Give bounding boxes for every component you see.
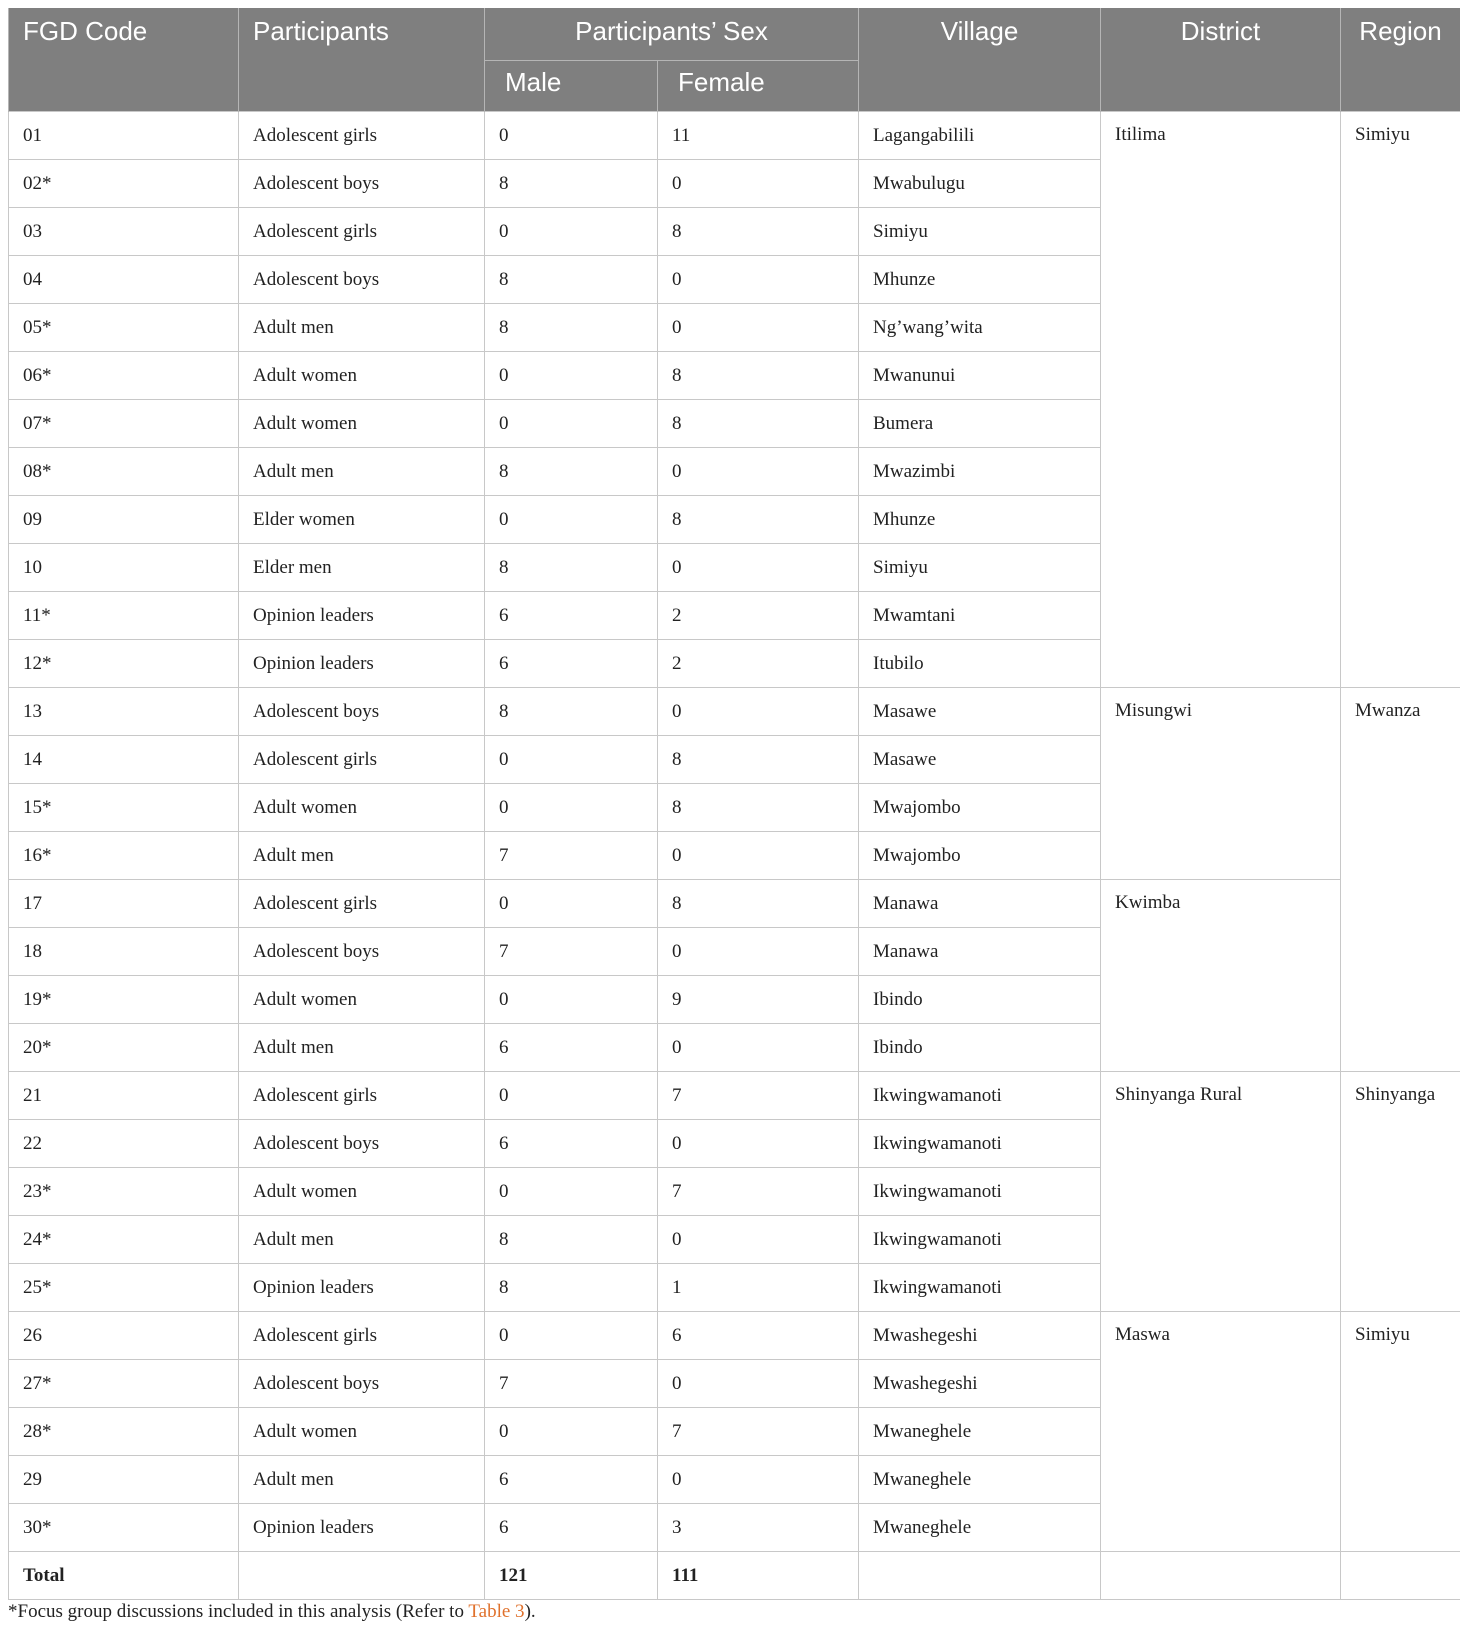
cell-village: Ibindo bbox=[859, 976, 1101, 1024]
header-participants-sex: Participants’ Sex bbox=[485, 8, 859, 61]
cell-male: 6 bbox=[485, 1120, 658, 1168]
cell-fgd-code: 29 bbox=[9, 1456, 239, 1504]
cell-male: 6 bbox=[485, 640, 658, 688]
table-row bbox=[9, 1312, 1460, 1360]
cell-village: Masawe bbox=[859, 688, 1101, 736]
total-region-empty bbox=[1341, 1552, 1460, 1600]
table-row bbox=[9, 112, 1460, 160]
cell-village: Masawe bbox=[859, 736, 1101, 784]
cell-fgd-code: 07* bbox=[9, 400, 239, 448]
header-district: District bbox=[1101, 8, 1341, 112]
cell-participants: Elder men bbox=[239, 544, 485, 592]
cell-female: 0 bbox=[658, 688, 859, 736]
cell-female: 0 bbox=[658, 544, 859, 592]
cell-participants: Opinion leaders bbox=[239, 1504, 485, 1552]
cell-female: 7 bbox=[658, 1072, 859, 1120]
cell-region: Mwanza bbox=[1341, 688, 1460, 1072]
cell-female: 7 bbox=[658, 1408, 859, 1456]
cell-fgd-code: 16* bbox=[9, 832, 239, 880]
cell-fgd-code: 06* bbox=[9, 352, 239, 400]
header-participants: Participants bbox=[239, 8, 485, 112]
cell-male: 0 bbox=[485, 880, 658, 928]
cell-district: Shinyanga Rural bbox=[1101, 1072, 1341, 1312]
cell-village: Simiyu bbox=[859, 208, 1101, 256]
cell-male: 0 bbox=[485, 1072, 658, 1120]
cell-male: 0 bbox=[485, 400, 658, 448]
cell-region: Simiyu bbox=[1341, 112, 1460, 688]
cell-female: 6 bbox=[658, 1312, 859, 1360]
cell-participants: Adolescent girls bbox=[239, 880, 485, 928]
header-fgd-code: FGD Code bbox=[9, 8, 239, 112]
cell-participants: Adolescent girls bbox=[239, 1312, 485, 1360]
cell-fgd-code: 28* bbox=[9, 1408, 239, 1456]
cell-female: 0 bbox=[658, 304, 859, 352]
cell-fgd-code: 11* bbox=[9, 592, 239, 640]
cell-village: Mwajombo bbox=[859, 784, 1101, 832]
cell-female: 0 bbox=[658, 1456, 859, 1504]
cell-village: Ikwingwamanoti bbox=[859, 1072, 1101, 1120]
cell-participants: Adult women bbox=[239, 1408, 485, 1456]
cell-fgd-code: 12* bbox=[9, 640, 239, 688]
cell-male: 6 bbox=[485, 1504, 658, 1552]
cell-region: Shinyanga bbox=[1341, 1072, 1460, 1312]
cell-village: Mwajombo bbox=[859, 832, 1101, 880]
cell-female: 8 bbox=[658, 400, 859, 448]
cell-participants: Adult men bbox=[239, 304, 485, 352]
cell-female: 0 bbox=[658, 928, 859, 976]
cell-village: Mwaneghele bbox=[859, 1504, 1101, 1552]
cell-village: Mwanunui bbox=[859, 352, 1101, 400]
cell-participants: Adolescent girls bbox=[239, 208, 485, 256]
cell-male: 0 bbox=[485, 736, 658, 784]
cell-participants: Opinion leaders bbox=[239, 640, 485, 688]
cell-female: 8 bbox=[658, 352, 859, 400]
cell-district: Kwimba bbox=[1101, 880, 1341, 1072]
cell-participants: Opinion leaders bbox=[239, 592, 485, 640]
cell-male: 0 bbox=[485, 784, 658, 832]
cell-fgd-code: 20* bbox=[9, 1024, 239, 1072]
cell-fgd-code: 26 bbox=[9, 1312, 239, 1360]
cell-fgd-code: 21 bbox=[9, 1072, 239, 1120]
cell-fgd-code: 13 bbox=[9, 688, 239, 736]
cell-female: 9 bbox=[658, 976, 859, 1024]
cell-fgd-code: 08* bbox=[9, 448, 239, 496]
cell-male: 8 bbox=[485, 688, 658, 736]
cell-village: Ikwingwamanoti bbox=[859, 1120, 1101, 1168]
cell-female: 8 bbox=[658, 496, 859, 544]
table-header bbox=[9, 8, 1460, 112]
table-body bbox=[9, 112, 1460, 1600]
cell-female: 0 bbox=[658, 1216, 859, 1264]
cell-female: 2 bbox=[658, 592, 859, 640]
cell-village: Mwazimbi bbox=[859, 448, 1101, 496]
cell-male: 8 bbox=[485, 1264, 658, 1312]
cell-village: Ibindo bbox=[859, 1024, 1101, 1072]
table-row bbox=[9, 1072, 1460, 1120]
cell-fgd-code: 01 bbox=[9, 112, 239, 160]
cell-district: Misungwi bbox=[1101, 688, 1341, 880]
cell-fgd-code: 10 bbox=[9, 544, 239, 592]
cell-female: 8 bbox=[658, 880, 859, 928]
cell-participants: Adolescent boys bbox=[239, 688, 485, 736]
cell-fgd-code: 03 bbox=[9, 208, 239, 256]
table-row bbox=[9, 688, 1460, 736]
cell-participants: Adolescent boys bbox=[239, 160, 485, 208]
cell-village: Mwashegeshi bbox=[859, 1360, 1101, 1408]
cell-participants: Adult women bbox=[239, 784, 485, 832]
cell-fgd-code: 09 bbox=[9, 496, 239, 544]
cell-participants: Adult women bbox=[239, 400, 485, 448]
cell-male: 8 bbox=[485, 1216, 658, 1264]
cell-participants: Adult men bbox=[239, 832, 485, 880]
cell-female: 1 bbox=[658, 1264, 859, 1312]
cell-male: 7 bbox=[485, 928, 658, 976]
cell-male: 0 bbox=[485, 496, 658, 544]
fgd-table-container bbox=[8, 8, 1460, 1600]
header-village: Village bbox=[859, 8, 1101, 112]
footnote-table-link[interactable]: Table 3 bbox=[468, 1601, 525, 1622]
cell-village: Mwabulugu bbox=[859, 160, 1101, 208]
cell-participants: Adolescent boys bbox=[239, 256, 485, 304]
cell-female: 8 bbox=[658, 736, 859, 784]
cell-male: 7 bbox=[485, 1360, 658, 1408]
cell-male: 0 bbox=[485, 112, 658, 160]
cell-female: 3 bbox=[658, 1504, 859, 1552]
cell-participants: Adult women bbox=[239, 352, 485, 400]
cell-participants: Adolescent girls bbox=[239, 112, 485, 160]
cell-region: Simiyu bbox=[1341, 1312, 1460, 1552]
cell-village: Ikwingwamanoti bbox=[859, 1264, 1101, 1312]
cell-participants: Adolescent boys bbox=[239, 928, 485, 976]
table-footnote bbox=[8, 1601, 536, 1623]
cell-participants: Opinion leaders bbox=[239, 1264, 485, 1312]
cell-female: 0 bbox=[658, 1120, 859, 1168]
cell-village: Itubilo bbox=[859, 640, 1101, 688]
cell-fgd-code: 04 bbox=[9, 256, 239, 304]
header-region: Region bbox=[1341, 8, 1460, 112]
cell-female: 7 bbox=[658, 1168, 859, 1216]
cell-fgd-code: 14 bbox=[9, 736, 239, 784]
cell-fgd-code: 17 bbox=[9, 880, 239, 928]
cell-female: 2 bbox=[658, 640, 859, 688]
cell-female: 0 bbox=[658, 832, 859, 880]
cell-female: 0 bbox=[658, 1360, 859, 1408]
cell-female: 8 bbox=[658, 784, 859, 832]
cell-fgd-code: 05* bbox=[9, 304, 239, 352]
cell-female: 0 bbox=[658, 1024, 859, 1072]
total-participants-empty bbox=[239, 1552, 485, 1600]
cell-male: 8 bbox=[485, 160, 658, 208]
cell-male: 8 bbox=[485, 304, 658, 352]
cell-participants: Adult women bbox=[239, 976, 485, 1024]
cell-participants: Adolescent girls bbox=[239, 736, 485, 784]
cell-male: 6 bbox=[485, 1024, 658, 1072]
total-district-empty bbox=[1101, 1552, 1341, 1600]
cell-fgd-code: 22 bbox=[9, 1120, 239, 1168]
cell-male: 0 bbox=[485, 1312, 658, 1360]
cell-fgd-code: 19* bbox=[9, 976, 239, 1024]
cell-male: 7 bbox=[485, 832, 658, 880]
cell-male: 8 bbox=[485, 256, 658, 304]
cell-fgd-code: 18 bbox=[9, 928, 239, 976]
total-row bbox=[9, 1552, 1460, 1600]
cell-fgd-code: 23* bbox=[9, 1168, 239, 1216]
cell-fgd-code: 30* bbox=[9, 1504, 239, 1552]
cell-village: Ikwingwamanoti bbox=[859, 1168, 1101, 1216]
cell-district: Itilima bbox=[1101, 112, 1341, 688]
cell-village: Mhunze bbox=[859, 496, 1101, 544]
total-male: 121 bbox=[485, 1552, 658, 1600]
cell-village: Lagangabilili bbox=[859, 112, 1101, 160]
cell-participants: Adult men bbox=[239, 1456, 485, 1504]
cell-male: 6 bbox=[485, 592, 658, 640]
cell-female: 11 bbox=[658, 112, 859, 160]
cell-female: 0 bbox=[658, 160, 859, 208]
cell-participants: Adult men bbox=[239, 448, 485, 496]
cell-participants: Adolescent girls bbox=[239, 1072, 485, 1120]
cell-village: Simiyu bbox=[859, 544, 1101, 592]
cell-village: Manawa bbox=[859, 928, 1101, 976]
cell-male: 0 bbox=[485, 1408, 658, 1456]
cell-fgd-code: 25* bbox=[9, 1264, 239, 1312]
footnote-text-end: ). bbox=[524, 1601, 536, 1622]
total-label: Total bbox=[9, 1552, 239, 1600]
table-row bbox=[9, 880, 1460, 928]
cell-participants: Adult women bbox=[239, 1168, 485, 1216]
header-female: Female bbox=[658, 61, 859, 112]
cell-participants: Adult men bbox=[239, 1024, 485, 1072]
cell-male: 8 bbox=[485, 448, 658, 496]
total-village-empty bbox=[859, 1552, 1101, 1600]
cell-village: Manawa bbox=[859, 880, 1101, 928]
cell-male: 0 bbox=[485, 1168, 658, 1216]
cell-female: 0 bbox=[658, 448, 859, 496]
cell-village: Mhunze bbox=[859, 256, 1101, 304]
cell-male: 0 bbox=[485, 352, 658, 400]
cell-fgd-code: 02* bbox=[9, 160, 239, 208]
cell-fgd-code: 15* bbox=[9, 784, 239, 832]
cell-village: Mwashegeshi bbox=[859, 1312, 1101, 1360]
fgd-table bbox=[8, 8, 1460, 1600]
cell-female: 8 bbox=[658, 208, 859, 256]
cell-female: 0 bbox=[658, 256, 859, 304]
cell-village: Ikwingwamanoti bbox=[859, 1216, 1101, 1264]
footnote-text: *Focus group discussions included in this analysis (Refer to bbox=[8, 1601, 469, 1622]
cell-fgd-code: 24* bbox=[9, 1216, 239, 1264]
cell-village: Bumera bbox=[859, 400, 1101, 448]
cell-fgd-code: 27* bbox=[9, 1360, 239, 1408]
header-male: Male bbox=[485, 61, 658, 112]
cell-male: 6 bbox=[485, 1456, 658, 1504]
cell-village: Ng’wang’wita bbox=[859, 304, 1101, 352]
cell-male: 0 bbox=[485, 976, 658, 1024]
cell-participants: Adolescent boys bbox=[239, 1120, 485, 1168]
cell-participants: Adolescent boys bbox=[239, 1360, 485, 1408]
cell-village: Mwamtani bbox=[859, 592, 1101, 640]
cell-male: 0 bbox=[485, 208, 658, 256]
cell-village: Mwaneghele bbox=[859, 1408, 1101, 1456]
cell-district: Maswa bbox=[1101, 1312, 1341, 1552]
cell-male: 8 bbox=[485, 544, 658, 592]
cell-participants: Adult men bbox=[239, 1216, 485, 1264]
cell-village: Mwaneghele bbox=[859, 1456, 1101, 1504]
cell-participants: Elder women bbox=[239, 496, 485, 544]
total-female: 111 bbox=[658, 1552, 859, 1600]
